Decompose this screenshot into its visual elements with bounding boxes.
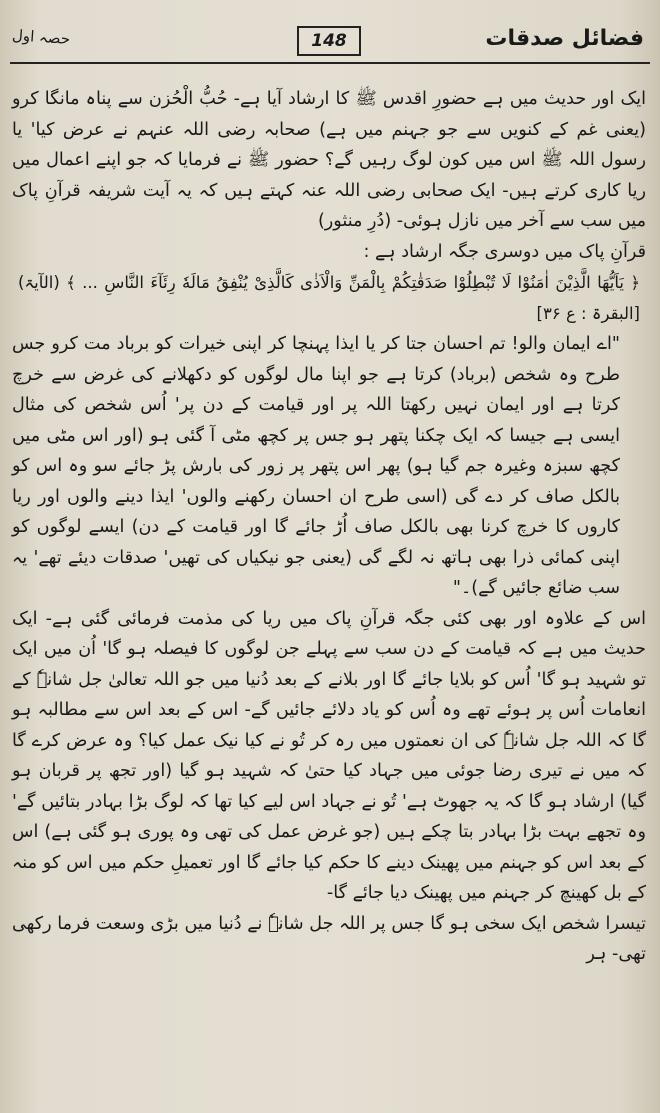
page-number: 148 [297, 26, 361, 56]
page-body [12, 84, 646, 970]
part-label: حصہ اول [11, 25, 71, 49]
quran-verse: ﴿ يَاَيُّهَا الَّذِيْنَ اٰمَنُوْا لَا تُبْطِلُوْا صَدَقٰتِكُمْ بِالْمَنِّ وَالْاَذٰى كَالَّذِىْ يُنْفِقُ مَالَهٗ رِئَآءَ النَّاسِ ... ﴾ (الآیۃ) [البقرۃ : ع ۳۶] [18, 273, 640, 323]
paragraph-hadith-1: ایک اور حدیث میں ہے حضورِ اقدس ﷺ کا ارشاد آیا ہے- حُبُّ الْحُزن سے پناہ مانگا کرو (یعنی غم کے کنویں سے جو جہنم میں ہے) صحابہ رضی اللہ عنہم نے عرض کیا' یا رسول اللہ ﷺ اس میں کون لوگ رہیں گے؟ حضور ﷺ نے فرمایا کہ جو اپنے اعمال میں ریا کاری کرتے ہیں- ایک صحابی رضی اللہ عنہ کہتے ہیں کہ یہ آیت شریفہ قرآنِ پاک میں سب سے آخر میں نازل ہوئی- (دُرِ منثور) [12, 89, 646, 231]
paragraph-intro-verse: قرآنِ پاک میں دوسری جگہ ارشاد ہے : [363, 241, 646, 262]
verse-translation: "اے ایمان والو! تم احسان جتا کر یا ایذا پہنچا کر اپنی خیرات کو برباد مت کرو جس طرح وہ شخص (برباد) کرتا ہے جو اپنا مال لوگوں کو دکھلانے کی غرض سے خرچ کرتا ہے اور ایمان نہیں رکھتا اللہ پر اور قیامت کے دن پر' اُس شخص کی مثال ایسی ہے جیسا کہ ایک چکنا پتھر ہو جس پر کچھ مٹی آ گئی ہو (اور اس مٹی میں کچھ سبزہ وغیرہ جم گیا ہو) پھر اس پتھر پر زور کی بارش پڑ جائے سو وہ اس کو بالکل صاف کر دے گی (اسی طرح ان احسان رکھنے والوں' ایذا دینے والوں اور ریا کاروں کا خرچ کرنا بھی بالکل صاف اُڑ جائے گا اور قیامت کے دن) ایسے لوگوں کو اپنی کمائی ذرا بھی ہاتھ نہ لگے گی (یعنی جو نیکیاں کی تھیں' صدقات دیئے تھے' یہ سب ضائع جائیں گے)۔" [12, 334, 620, 598]
paragraph-third-person: تیسرا شخص ایک سخی ہو گا جس پر اللہ جل شانہٗ نے دُنیا میں بڑی وسعت فرما رکھی تھی- ہر [12, 913, 646, 964]
page-header [10, 22, 650, 64]
book-title: فضائل صدقات [485, 26, 644, 51]
paragraph-hadith-2: اس کے علاوہ اور بھی کئی جگہ قرآنِ پاک میں ریا کی مذمت فرمائی گئی ہے- ایک حدیث میں ہے کہ قیامت کے دن سب سے پہلے جن لوگوں کا فیصلہ ہو گا' اُن میں ایک تو شہید ہو گا' اُس کو بلایا جائے گا اور بلانے کے بعد دُنیا میں جو اللہ تعالیٰ جل شانہٗ کے انعامات اُس پر ہوئے تھے وہ اُس کو یاد دلائے جائیں گے- اس کے بعد اس سے مطالبہ ہو گا کہ اللہ جل شانہٗ کی ان نعمتوں میں رہ کر تُو نے کیا نیک عمل کیا؟ وہ عرض کرے گا کہ میں نے تیری رضا جوئی میں جہاد کیا حتیٰ کہ شہید ہو گیا (اور تجھ پر قربان ہو گیا) ارشاد ہو گا کہ یہ جھوٹ ہے' تُو نے جہاد اس لیے کیا تھا کہ لوگ بڑا بہادر بتائیں گے' وہ تجھے بہت بڑا بہادر بتا چکے ہیں (جو غرض عمل کی تھی وہ پوری ہو گئی ہے) اس کے بعد اس کو جہنم میں پھینک دینے کا حکم کیا جائے گا اور تعمیلِ حکم میں اس کو منہ کے بل کھینچ کر جہنم میں پھینک دیا جائے گا- [12, 608, 646, 903]
